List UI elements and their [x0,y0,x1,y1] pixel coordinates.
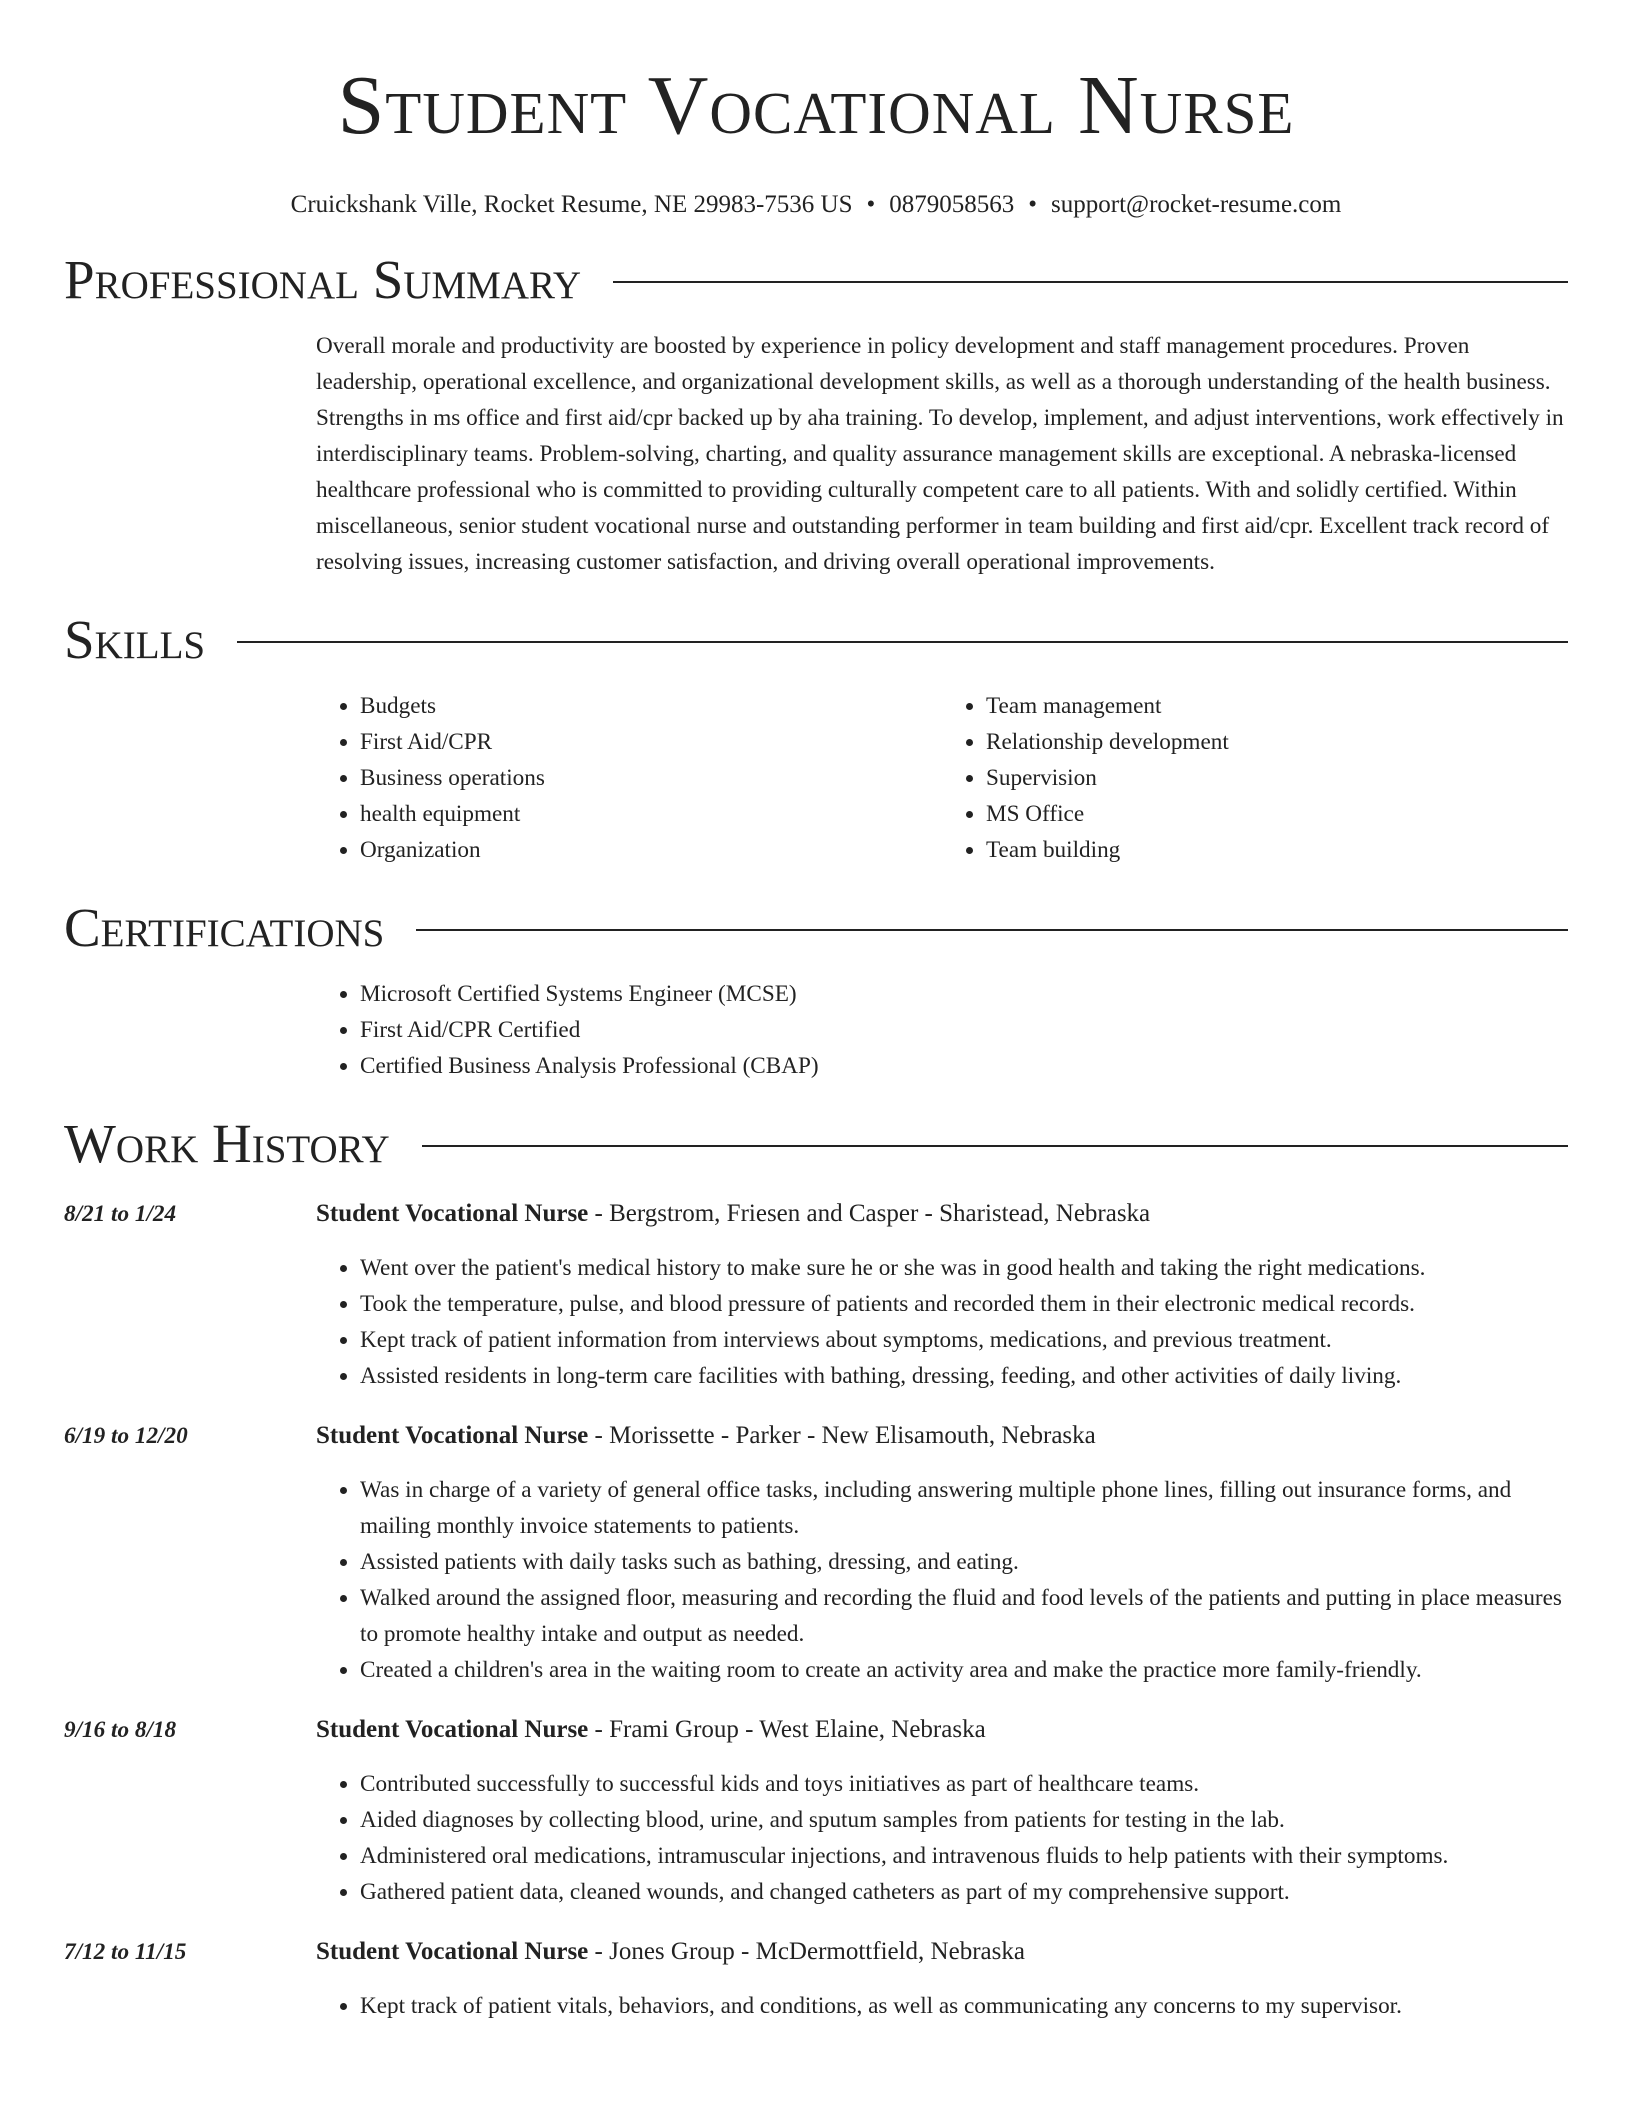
work-dates: 9/16 to 8/18 [64,1717,177,1743]
work-details [316,1418,1568,1688]
work-dates: 8/21 to 1/24 [64,1201,177,1227]
work-bullets [316,1472,1568,1688]
section-divider [613,281,1568,283]
work-entry [64,1418,1568,1688]
work-company: - Jones Group - McDermottfield, Nebraska [588,1938,1025,1965]
work-bullets [316,1988,1568,2024]
summary-section-header [64,248,1568,312]
work-title: Student Vocational Nurse [316,1422,589,1449]
work-company: - Bergstrom, Friesen and Casper - Sharistead, Nebraska [588,1200,1151,1227]
work-company: - Morissette - Parker - New Elisamouth, Nebraska [588,1422,1096,1449]
contact-separator: • [866,191,876,218]
work-bullet: • Was in charge of a variety of general office tasks, including answering multiple phone lines, filling out insurance forms, and mailing monthly invoice statements to patients. [360,1472,1568,1544]
skill-item: • Business operations [360,760,942,796]
work-bullet: • Assisted patients with daily tasks such as bathing, dressing, and eating. [360,1544,1568,1580]
certification-item: • Microsoft Certified Systems Engineer (MCSE) [360,976,1568,1012]
work-bullet: • Kept track of patient vitals, behaviors, and conditions, as well as communicating any concerns to my supervisor. [360,1988,1568,2024]
summary-text: Overall morale and productivity are boosted by experience in policy development and staff management procedures. Proven leadership, operational excellence, and organizational development skills, as well as a thorough understanding of the health business. Strengths in ms office and first aid/cpr backed up by aha training. To develop, implement, and adjust interventions, work effectively in interdisciplinary teams. Problem-solving, charting, and quality assurance management skills are exceptional. A nebraska-licensed healthcare professional who is committed to providing culturally competent care to all patients. With and solidly certified. Within miscellaneous, senior student vocational nurse and outstanding performer in team building and first aid/cpr. Excellent track record of resolving issues, increasing customer satisfaction, and driving overall operational improvements. [316,333,1564,575]
work-bullet: • Went over the patient's medical history to make sure he or she was in good health and taking the right medications. [360,1250,1568,1286]
skill-item: • First Aid/CPR [360,724,942,760]
work-history-section-header [64,1112,1568,1176]
contact-separator: • [1028,191,1038,218]
work-details [316,1712,1568,1910]
certifications-list [316,976,1568,1084]
work-title: Student Vocational Nurse [316,1200,589,1227]
work-bullets [316,1250,1568,1394]
contact-address: Cruickshank Ville, Rocket Resume, NE 29983-7536 US [290,191,853,218]
work-details [316,1934,1568,2024]
section-divider [416,929,1568,931]
work-bullet: • Walked around the assigned floor, measuring and recording the fluid and food levels of the patients and putting in place measures to promote healthy intake and output as needed. [360,1580,1568,1652]
skill-item: • Budgets [360,688,942,724]
certifications-heading: Certifications [64,897,385,958]
work-bullets [316,1766,1568,1910]
contact-line [64,190,1568,220]
resume-name: Student Vocational Nurse [337,59,1295,152]
work-bullet: • Kept track of patient information from interviews about symptoms, medications, and previous treatment. [360,1322,1568,1358]
work-bullet: • Administered oral medications, intramuscular injections, and intravenous fluids to help patients with their symptoms. [360,1838,1568,1874]
skill-item: • Relationship development [986,724,1568,760]
work-title: Student Vocational Nurse [316,1938,589,1965]
work-history-heading: Work History [64,1113,390,1174]
work-position-line [316,1934,1568,1970]
work-bullet: • Took the temperature, pulse, and blood pressure of patients and recorded them in their electronic medical records. [360,1286,1568,1322]
skill-item: • Team building [986,832,1568,868]
section-divider [237,641,1568,643]
contact-email: support@rocket-resume.com [1051,191,1342,218]
certification-item: • First Aid/CPR Certified [360,1012,1568,1048]
work-entry [64,1196,1568,1394]
skills-grid [316,688,1568,868]
work-company: - Frami Group - West Elaine, Nebraska [588,1716,986,1743]
work-details [316,1196,1568,1394]
summary-heading: Professional Summary [64,249,582,310]
skill-item: • Supervision [986,760,1568,796]
work-bullet: • Assisted residents in long-term care facilities with bathing, dressing, feeding, and other activities of daily living. [360,1358,1568,1394]
work-bullet: • Gathered patient data, cleaned wounds, and changed catheters as part of my comprehensive support. [360,1874,1568,1910]
work-title: Student Vocational Nurse [316,1716,589,1743]
work-position-line [316,1196,1568,1232]
work-position-line [316,1712,1568,1748]
skill-item: • Team management [986,688,1568,724]
work-bullet: • Contributed successfully to successful kids and toys initiatives as part of healthcare teams. [360,1766,1568,1802]
work-dates: 6/19 to 12/20 [64,1423,188,1449]
work-bullet: • Aided diagnoses by collecting blood, urine, and sputum samples from patients for testing in the lab. [360,1802,1568,1838]
contact-phone: 0879058563 [889,191,1015,218]
skill-item: • MS Office [986,796,1568,832]
section-divider [422,1145,1568,1147]
skill-item: • health equipment [360,796,942,832]
skill-item: • Organization [360,832,942,868]
skills-heading: Skills [64,609,206,670]
work-bullet: • Created a children's area in the waiting room to create an activity area and make the practice more family-friendly. [360,1652,1568,1688]
certifications-section-header [64,896,1568,960]
work-dates: 7/12 to 11/15 [64,1939,187,1965]
skills-section-header [64,608,1568,672]
skills-column-right [942,688,1568,868]
work-position-line [316,1418,1568,1454]
work-entry [64,1934,1568,2024]
skills-column-left [316,688,942,868]
certification-item: • Certified Business Analysis Professional (CBAP) [360,1048,1568,1084]
work-entry [64,1712,1568,1910]
